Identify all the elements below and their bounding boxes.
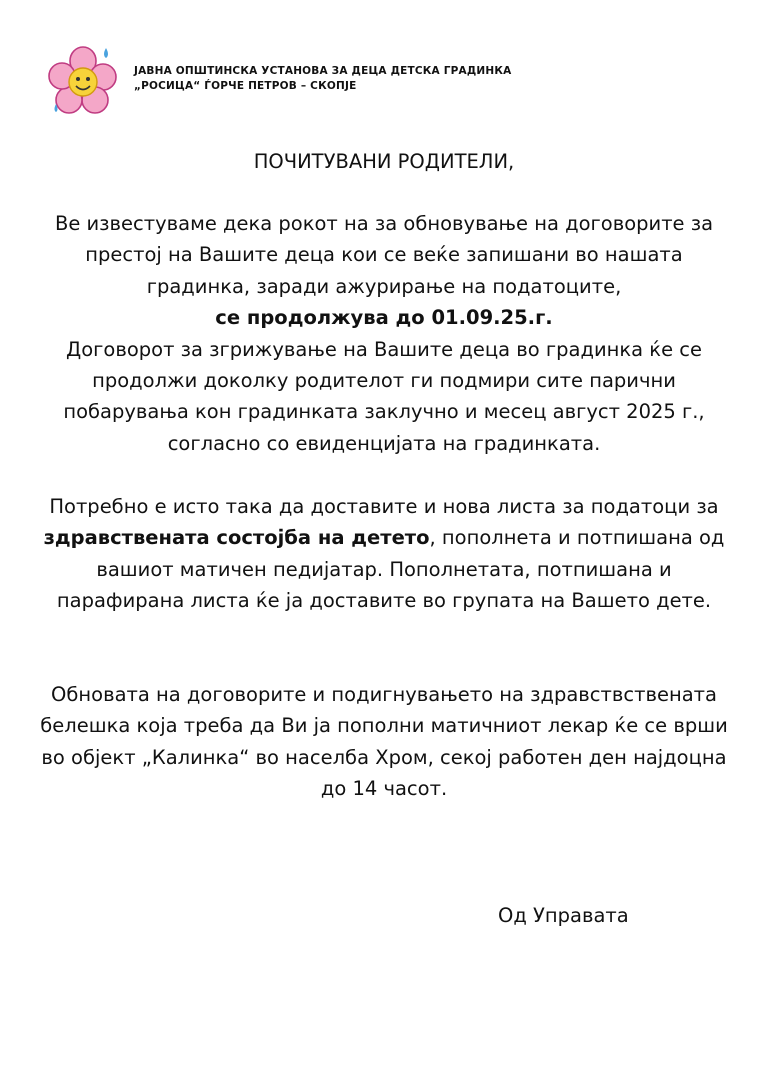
signature: Од Управата (498, 904, 629, 927)
paragraph-deadline-intro: Ве известуваме дека рокот на за обновување на договорите за престој на Вашите деца кои се веќе запишани во нашата градинка, заради ажурирање на податоците, (54, 212, 714, 298)
organization-line-2: „РОСИЦА“ ЃОРЧЕ ПЕТРОВ – СКОПЈЕ (134, 80, 357, 92)
paragraph-health-form (40, 491, 728, 617)
paragraph-location-text: Обновата на договорите и подигнувањето на здравствствената белешка која треба да Ви ја пополни матичниот лекар ќе се врши во објект „Калинка“ во населба Хром, секој работен ден најдоцна до 14 часот. (40, 683, 728, 801)
organization-name (134, 64, 511, 94)
paragraph-deadline (40, 208, 728, 459)
health-status-emphasis: здравствената состојба на детето (43, 526, 430, 550)
deadline-date: се продолжува до 01.09.25.г. (215, 306, 553, 330)
flower-logo-icon (48, 44, 118, 116)
paragraph-health-before: Потребно е исто така да доставите и нова листа за податоци за (49, 495, 719, 518)
notice-title: ПОЧИТУВАНИ РОДИТЕЛИ, (253, 150, 515, 173)
letterhead (48, 44, 728, 116)
paragraph-health-after: , пополнета и потпишана од вашиот матичен педијатар. Пополнетата, потпишана и парафирана листа ќе ја доставите во групата на Вашето дете. (56, 526, 725, 613)
paragraph-deadline-rest: Договорот за згрижување на Вашите деца во градинка ќе се продолжи доколку родителот ги подмири сите парични побарувања кон градинката заклучно и месец август 2025 г., согласно со евиденцијата на градинката. (63, 337, 705, 455)
organization-line-1: ЈАВНА ОПШТИНСКА УСТАНОВА ЗА ДЕЦА ДЕТСКА ГРАДИНКА (134, 65, 512, 77)
paragraph-location (40, 679, 728, 805)
